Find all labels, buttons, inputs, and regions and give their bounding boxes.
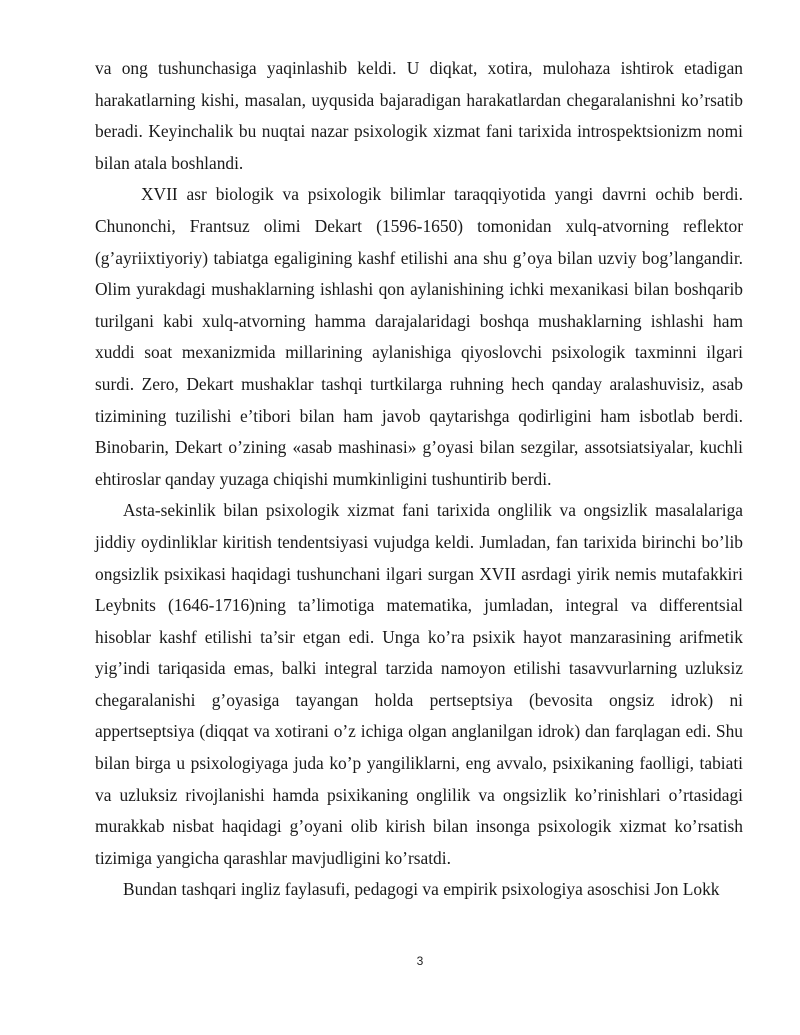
paragraph-lokk: Bundan tashqari ingliz faylasufi, pedagogi va empirik psixologiya asoschisi Jon Lokk (123, 879, 720, 900)
paragraph-leybnits: Asta-sekinlik bilan psixologik xizmat fani tarixida onglilik va ongsizlik masalalariga jiddiy oydinliklar kiritish tendentsiyasi vujudga keldi. Jumladan, fan tarixida birinchi bo’lib ongsizlik psixikasi haqidagi tushunchani ilgari surgan XVII asrdagi yirik nemis mutafakkiri Leybnits (1646-1716)ning ta’limotiga matematika, jumladan, integral va differentsial hisoblar kashf etilishi ta’sir etgan edi. Unga ko’ra psixik hayot manzarasining arifmetik yig’indi tariqasida emas, balki integral tarzida namoyon etilishi tasavvurlarning uzluksiz chegaralanishi g’oyasiga tayangan holda pertseptsiya (bevosita ongsiz idrok) ni appertseptsiya (diqqat va xotirani o’z ichiga olgan anglanilgan idrok) dan farqlagan edi. Shu bilan birga u psixologiyaga juda ko’p yangiliklarni, eng avvalo, psixikaning faolligi, tabiati va uzluksiz rivojlanishi hamda psixikaning onglilik va ongsizlik ko’rinishlari o’rtasidagi murakkab nisbat haqidagi g’oyani olib kirish bilan insonga psixologik xizmat ko’rsatish tizimiga yangicha qarashlar mavjudligini ko’rsatdi. (95, 500, 743, 868)
paragraph-continuation: va ong tushunchasiga yaqinlashib keldi. U diqkat, xotira, mulohaza ishtirok etadigan harakatlarning kishi, masalan, uyqusida bajaradigan harakatlardan chegaralanishni ko’rsatib beradi. Keyinchalik bu nuqtai nazar psixologik xizmat fani tarixida introspektsionizm nomi bilan atala boshlandi. (95, 58, 743, 173)
document-page (95, 53, 743, 906)
page-number: 3 (416, 954, 424, 968)
paragraph-dekart: XVII asr biologik va psixologik bilimlar taraqqiyotida yangi davrni ochib berdi. Chunonchi, Frantsuz olimi Dekart (1596-1650) tomonidan xulq-atvorning reflektor (g’ayriixtiyoriy) tabiatga egaligining kashf etilishi ana shu g’oya bilan uzviy bog’langandir. Olim yurakdagi mushaklarning ishlashi qon aylanishining ichki mexanikasi bilan boshqarib turilgani kabi xulq-atvorning hamma darajalaridagi boshqa mushaklarning ishlashi ham xuddi soat mexanizmida millarining aylanishiga qiyoslovchi psixologik taxminni ilgari surdi. Zero, Dekart mushaklar tashqi turtkilarga ruhning hech qanday aralashuvisiz, asab tizimining tuzilishi e’tibori bilan ham javob qaytarishga qodirligini ham isbotlab berdi. Binobarin, Dekart o’zining «asab mashinasi» g’oyasi bilan sezgilar, assotsiatsiyalar, kuchli ehtiroslar qanday yuzaga chiqishi mumkinligini tushuntirib berdi. (95, 184, 743, 489)
